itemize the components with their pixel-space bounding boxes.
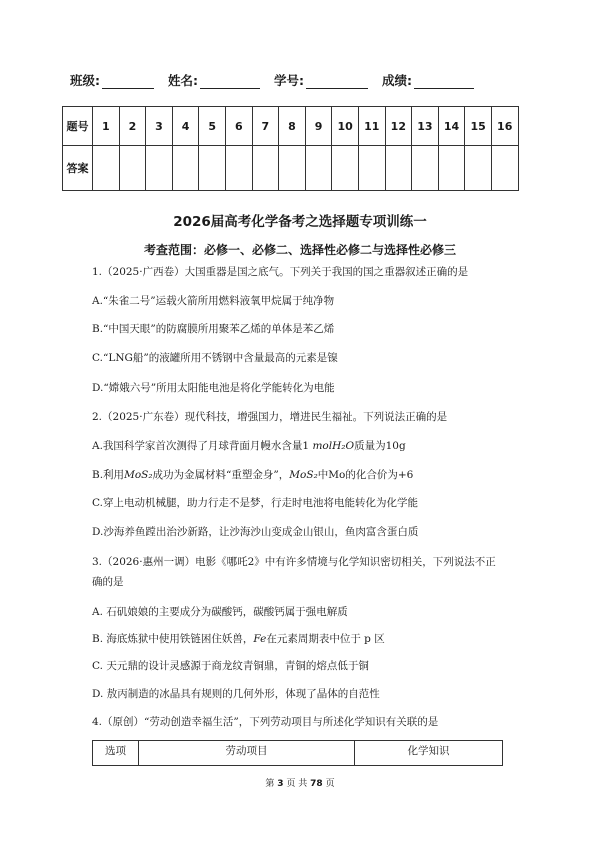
- question-number-cell: 1: [93, 107, 120, 146]
- q2-option-d[interactable]: D.沙海养鱼蹚出治沙新路，让沙海沙山变成金山银山，鱼肉富含蛋白质: [92, 526, 419, 538]
- answer-cell[interactable]: [119, 146, 146, 191]
- q4-table-header-row: [93, 741, 503, 766]
- answer-cell[interactable]: [491, 146, 518, 191]
- question-number-cell: 3: [146, 107, 173, 146]
- question-number-cell: 13: [412, 107, 439, 146]
- q4-table: [92, 740, 503, 766]
- q2-option-b[interactable]: [92, 467, 413, 482]
- student-id-field[interactable]: [274, 71, 368, 89]
- q2-b-formula-2: MoS₂: [289, 469, 318, 481]
- footer-page-number: 3: [277, 779, 284, 789]
- question-number-cell: 16: [491, 107, 518, 146]
- answer-cell[interactable]: [305, 146, 332, 191]
- score-blank[interactable]: [414, 74, 474, 89]
- answer-cell[interactable]: [172, 146, 199, 191]
- score-label: 成绩:: [382, 73, 412, 88]
- q2-option-c[interactable]: C.穿上电动机械腿，助力行走不是梦，行走时电池将电能转化为化学能: [92, 497, 418, 509]
- student-id-blank[interactable]: [306, 74, 368, 89]
- q2-option-a[interactable]: [92, 438, 406, 453]
- answer-cell[interactable]: [225, 146, 252, 191]
- q1-stem: 1.（2025·广西卷）大国重器是国之底气。下列关于我国的国之重器叙述正确的是: [92, 266, 469, 278]
- scope-subtitle: 考查范围：必修一、必修二、选择性必修二与选择性必修三: [143, 243, 456, 257]
- question-number-cell: 14: [438, 107, 465, 146]
- q2-b-text-end: 中Mo的化合价为+6: [317, 469, 414, 481]
- answer-cell[interactable]: [199, 146, 226, 191]
- question-number-cell: 11: [358, 107, 385, 146]
- q4-col-labor-project: 劳动项目: [139, 741, 355, 766]
- question-number-cell: 10: [332, 107, 359, 146]
- question-number-cell: 2: [119, 107, 146, 146]
- class-blank[interactable]: [102, 74, 154, 89]
- q4-col-option: 选项: [93, 741, 139, 766]
- q2-a-formula: molH₂O: [312, 440, 355, 452]
- q4-col-chem-knowledge: 化学知识: [355, 741, 503, 766]
- q1-option-c[interactable]: C.“LNG船”的液罐所用不锈钢中含量最高的元素是镍: [92, 352, 338, 364]
- q2-b-text-mid: 成功为金属材料“重塑金身”，: [152, 469, 290, 481]
- question-number-header: 题号: [63, 107, 93, 146]
- question-number-cell: 7: [252, 107, 279, 146]
- question-number-cell: 6: [225, 107, 252, 146]
- q2-b-text: B.利用: [92, 469, 125, 481]
- q1-option-b[interactable]: B.“中国天眼”的防腐膜所用聚苯乙烯的单体是苯乙烯: [92, 323, 335, 335]
- q1-option-a[interactable]: A.“朱雀二号”运载火箭所用燃料液氧甲烷属于纯净物: [92, 295, 335, 307]
- answer-cell[interactable]: [252, 146, 279, 191]
- name-blank[interactable]: [200, 74, 260, 89]
- question-number-row: [63, 107, 519, 146]
- question-number-cell: 12: [385, 107, 412, 146]
- class-label: 班级:: [70, 73, 100, 88]
- class-field[interactable]: [70, 71, 154, 89]
- answer-cell[interactable]: [438, 146, 465, 191]
- answer-cell[interactable]: [358, 146, 385, 191]
- answer-cell[interactable]: [465, 146, 492, 191]
- answer-cell[interactable]: [412, 146, 439, 191]
- student-info-row: [70, 71, 540, 89]
- question-number-cell: 15: [465, 107, 492, 146]
- q3-option-d[interactable]: D. 敖丙制造的冰晶具有规则的几何外形，体现了晶体的自范性: [92, 688, 380, 700]
- answer-cell[interactable]: [93, 146, 120, 191]
- score-field[interactable]: [382, 71, 474, 89]
- question-number-cell: 8: [279, 107, 306, 146]
- footer-prefix: 第: [265, 779, 275, 789]
- answer-cell[interactable]: [146, 146, 173, 191]
- q2-a-text-end: 质量为10g: [354, 440, 406, 452]
- q3-stem-line1: 3.（2026·惠州一调）电影《哪吒2》中有许多情境与化学知识密切相关，下列说法不正: [92, 556, 496, 568]
- answer-cell[interactable]: [332, 146, 359, 191]
- answer-cell[interactable]: [279, 146, 306, 191]
- name-field[interactable]: [168, 71, 260, 89]
- q4-stem: 4.（原创）“劳动创造幸福生活”，下列劳动项目与所述化学知识有关联的是: [92, 716, 439, 728]
- answer-row: [63, 146, 519, 191]
- q1-option-d[interactable]: D.“嫦娥六号”所用太阳能电池是将化学能转化为电能: [92, 382, 335, 394]
- q3-option-a[interactable]: A. 石矶娘娘的主要成分为碳酸钙，碳酸钙属于强电解质: [92, 606, 348, 618]
- q3-b-formula: Fe: [253, 633, 267, 645]
- question-number-cell: 5: [199, 107, 226, 146]
- page-title: 2026届高考化学备考之选择题专项训练一: [173, 214, 427, 230]
- answer-header: 答案: [63, 146, 93, 191]
- page-footer: [0, 776, 600, 789]
- q2-b-formula: MoS₂: [124, 469, 153, 481]
- footer-middle: 页 共: [286, 779, 308, 789]
- question-number-cell: 4: [172, 107, 199, 146]
- q3-stem-line2: 确的是: [92, 576, 124, 588]
- answer-cell[interactable]: [385, 146, 412, 191]
- q2-stem: 2.（2025·广东卷）现代科技，增强国力，增进民生福祉。下列说法正确的是: [92, 411, 448, 423]
- answer-grid: [62, 106, 519, 191]
- student-id-label: 学号:: [274, 73, 304, 88]
- q3-option-c[interactable]: C. 天元鼎的设计灵感源于商龙纹青铜鼎，青铜的熔点低于铜: [92, 660, 369, 672]
- footer-total-pages: 78: [310, 779, 323, 789]
- q3-option-b[interactable]: [92, 631, 385, 646]
- q3-b-text: B. 海底炼狱中使用铁链困住妖兽，: [92, 633, 254, 645]
- q3-b-text-end: 在元素周期表中位于 p 区: [266, 633, 385, 645]
- question-number-cell: 9: [305, 107, 332, 146]
- footer-suffix: 页: [325, 779, 335, 789]
- q2-a-text: A.我国科学家首次测得了月球背面月幔水含量1: [92, 440, 313, 452]
- name-label: 姓名:: [168, 73, 198, 88]
